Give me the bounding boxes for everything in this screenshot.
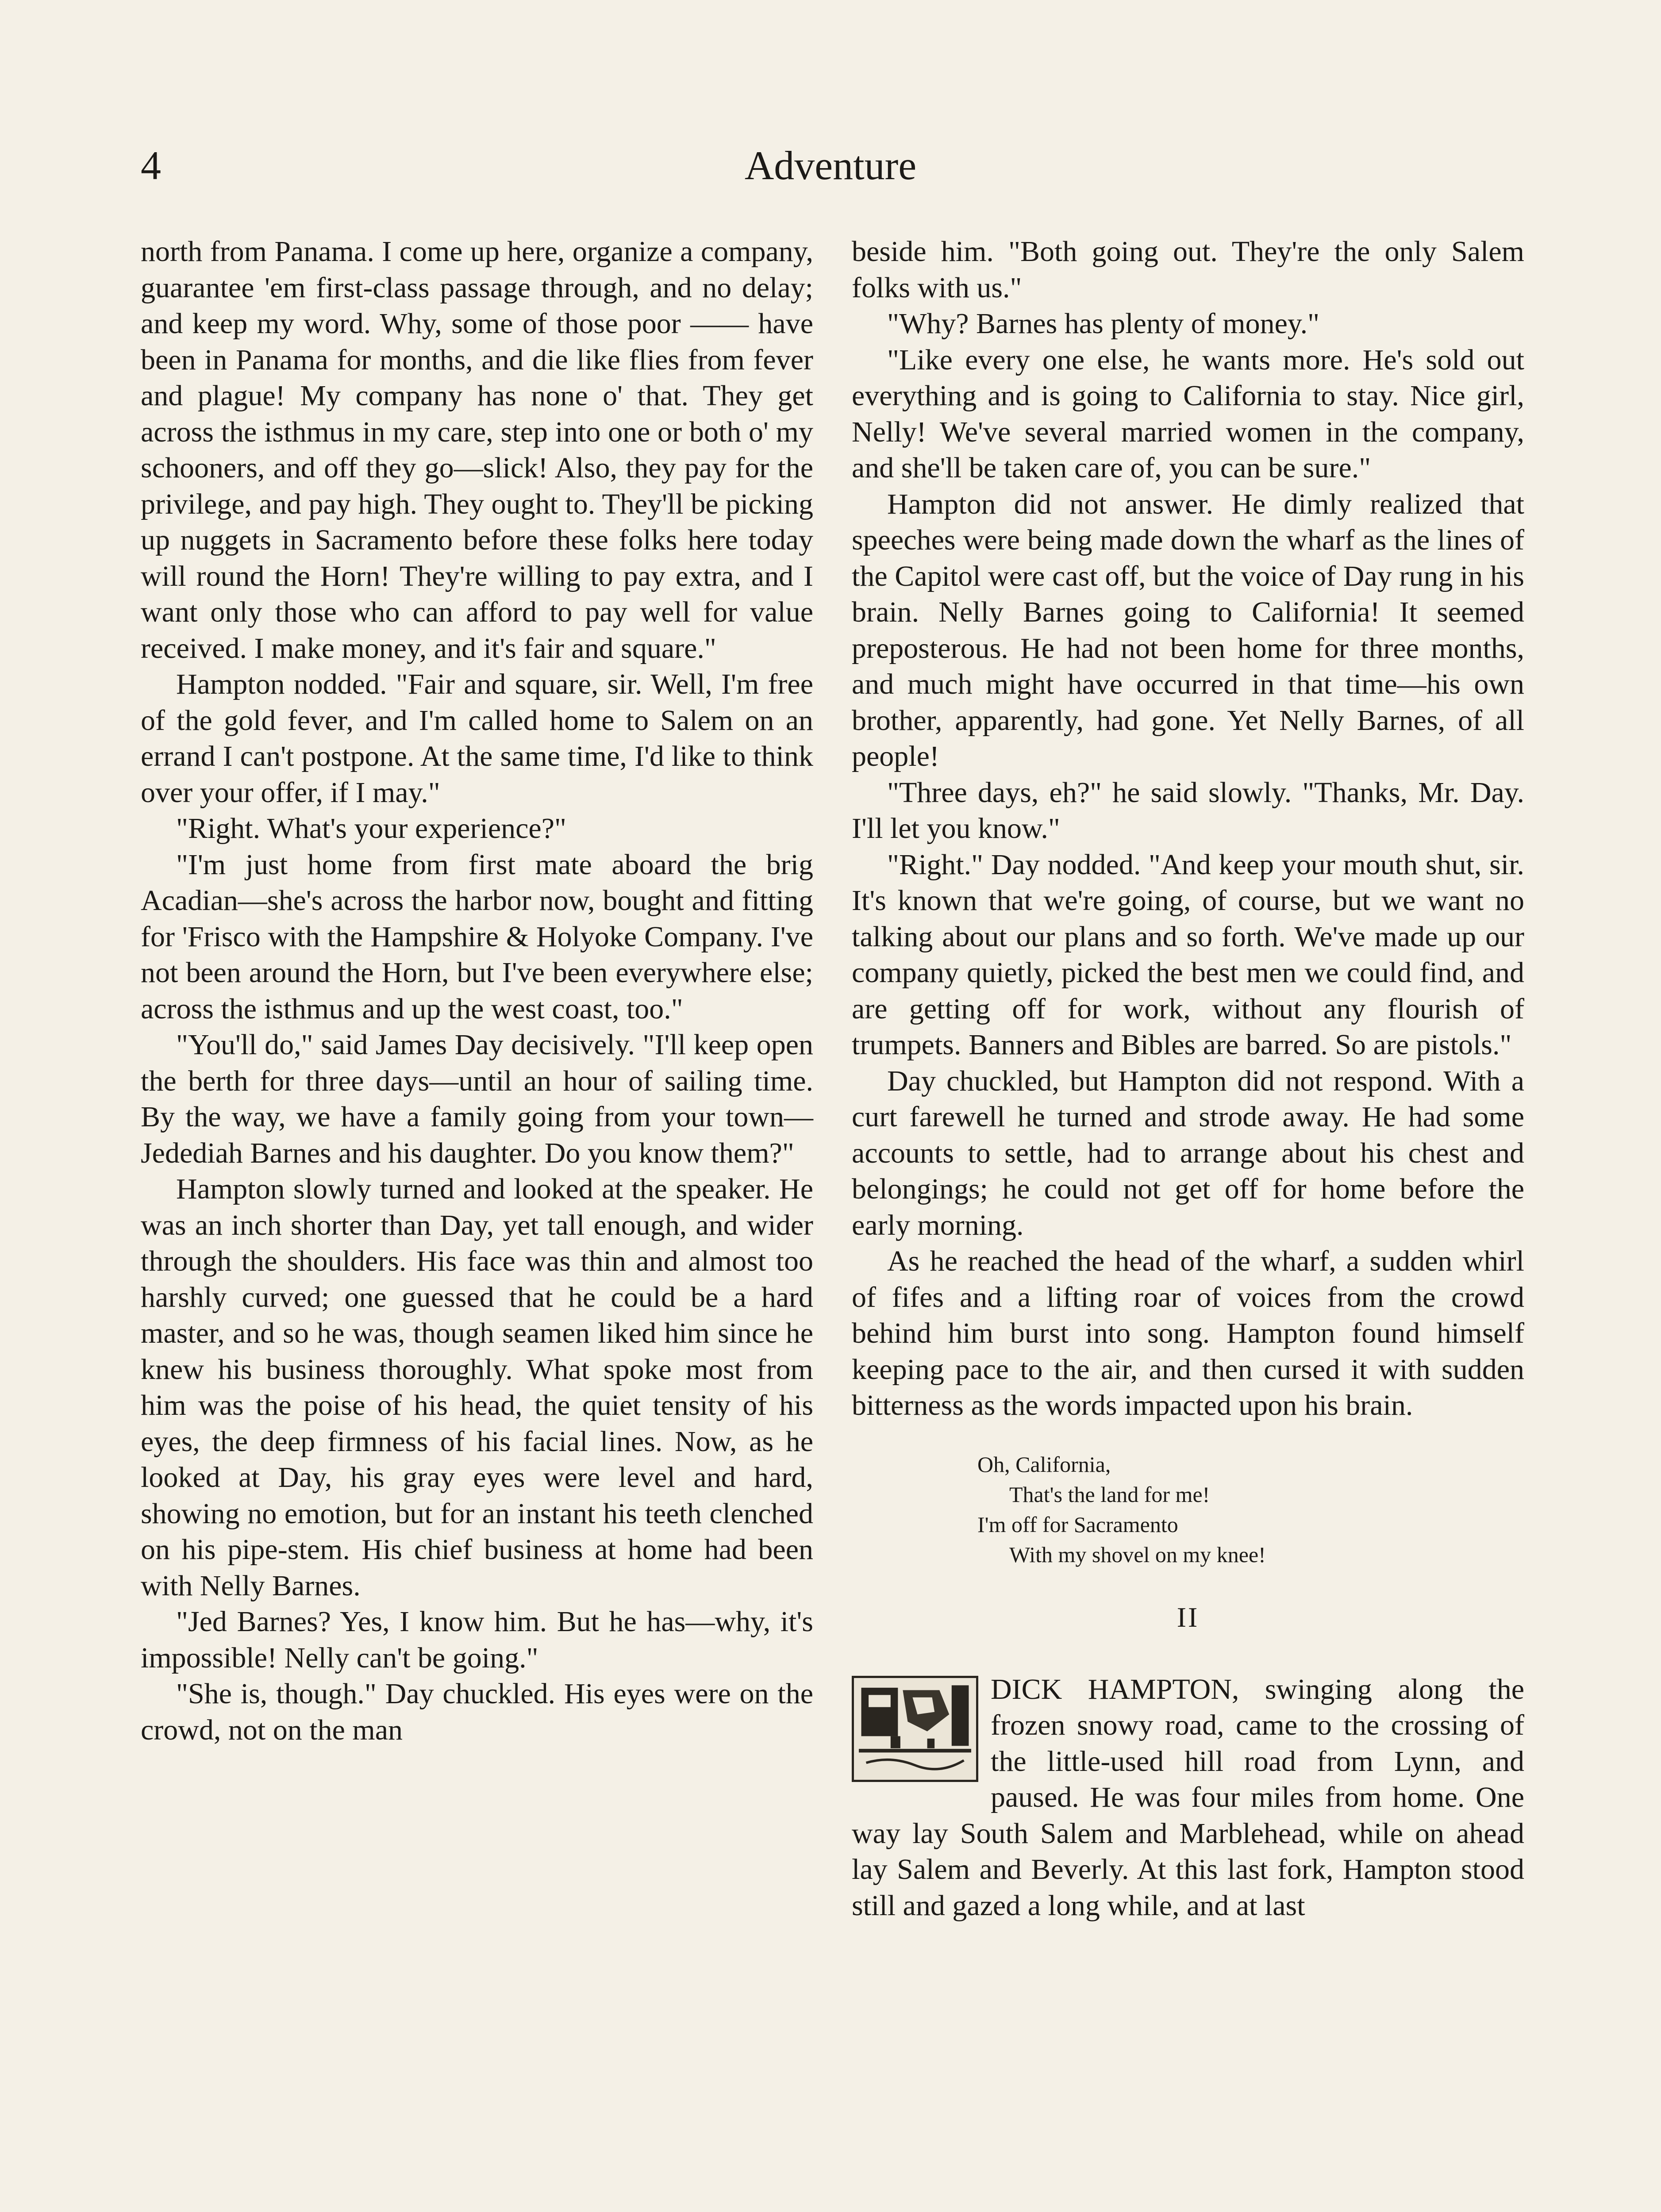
- page-number: 4: [141, 143, 161, 188]
- paragraph: "Jed Barnes? Yes, I know him. But he has—why, it's impossible! Nelly can't be going.": [141, 1605, 813, 1674]
- paragraph: north from Panama. I come up here, organize a company, guarantee 'em first-class passage through, and no delay; and keep my word. Why, some of those poor —— have been in Panama for months, and die like flies from fever and plague! My company has none o' that. They get across the isthmus in my care, step into one or both o' my schooners, and off they go—slick! Also, they pay for the privilege, and pay high. They ought to. They'll be picking up nuggets in Sacramento before these folks here today will round the Horn! They're willing to pay extra, and I want only those who can afford to pay well for value received. I make money, and it's fair and square.": [141, 235, 813, 664]
- section-number: II: [1177, 1601, 1200, 1633]
- paragraph: "I'm just home from first mate aboard the brig Acadian—she's across the harbor now, bought and fitting for 'Frisco with the Hampshire & Holyoke Company. I've not been around the Horn, but I've been everywhere else; across the isthmus and up the west coast, too.": [141, 848, 813, 1025]
- paragraph: Hampton nodded. "Fair and square, sir. Well, I'm free of the gold fever, and I'm called home to Salem on an errand I can't postpone. At the same time, I'd like to think over your offer, if I may.": [141, 668, 813, 809]
- verse-line: Oh, California,: [977, 1452, 1111, 1477]
- paragraph: "Right. What's your experience?": [176, 812, 566, 845]
- paragraph: "She is, though." Day chuckled. His eyes were on the crowd, not on the man: [141, 1678, 813, 1746]
- running-title: Adventure: [744, 143, 917, 188]
- paragraph: "Like every one else, he wants more. He's sold out everything and is going to California to stay. Nice girl, Nelly! We've several married women in the company, and she'll be taken care of, you can be sure.": [852, 343, 1524, 484]
- section-opening-paragraph: DICK HAMPTON, swinging along the frozen snowy road, came to the crossing of the little-used hill road from Lynn, and paused. He was four miles from home. One way lay South Salem and Marblehead, while on ahead lay Salem and Beverly. At this last fork, Hampton stood still and gazed a long while, and at last: [852, 1673, 1524, 1922]
- paragraph: "Three days, eh?" he said slowly. "Thanks, Mr. Day. I'll let you know.": [852, 776, 1524, 845]
- paragraph: "Right." Day nodded. "And keep your mouth shut, sir. It's known that we're going, of course, but we want no talking about our plans and so forth. We've made up our company quietly, picked the best men we could find, and are getting off for work, without any flourish of trumpets. Banners and Bibles are barred. So are pistols.": [852, 848, 1524, 1061]
- verse-line: That's the land for me!: [1009, 1482, 1210, 1507]
- paragraph: beside him. "Both going out. They're the only Salem folks with us.": [852, 235, 1524, 304]
- paragraph: Hampton slowly turned and looked at the speaker. He was an inch shorter than Day, yet tall enough, and wider through the shoulders. His face was thin and almost too harshly curved; one guessed that he could be a hard master, and so he was, though seamen liked him since he knew his business thoroughly. What spoke most from him was the poise of his head, the quiet tensity of his eyes, the deep firmness of his facial lines. Now, as he looked at Day, his gray eyes were level and hard, showing no emotion, but for an instant his teeth clenched on his pipe-stem. His chief business at home had been with Nelly Barnes.: [141, 1173, 813, 1602]
- paragraph: "Why? Barnes has plenty of money.": [887, 307, 1320, 340]
- verse-line: With my shovel on my knee!: [1009, 1542, 1266, 1567]
- paragraph: As he reached the head of the wharf, a sudden whirl of fifes and a lifting roar of voices from the crowd behind him burst into song. Hampton found himself keeping pace to the air, and then cursed it with sudden bitterness as the words impacted upon his brain.: [852, 1245, 1524, 1421]
- paragraph: Day chuckled, but Hampton did not respond. With a curt farewell he turned and strode away. He had some accounts to settle, had to arrange about his chest and belongings; he could not get off for home before the early morning.: [852, 1064, 1524, 1241]
- right-column: [852, 234, 1524, 1924]
- decorative-initial-illustration: [852, 1676, 978, 1782]
- song-verse: [977, 1449, 1524, 1570]
- left-column: [141, 234, 813, 1748]
- woodcut-scene-icon: [854, 1678, 976, 1780]
- paragraph: "You'll do," said James Day decisively. "I'll keep open the berth for three days—until an hour of sailing time. By the way, we have a family going from your town—Jedediah Barnes and his daughter. Do you know them?": [141, 1029, 813, 1169]
- paragraph: Hampton did not answer. He dimly realized that speeches were being made down the wharf as the lines of the Capitol were cast off, but the voice of Day rung in his brain. Nelly Barnes going to California! It seemed preposterous. He had not been home for three months, and much might have occurred in that time—his own brother, apparently, had gone. Yet Nelly Barnes, of all people!: [852, 488, 1524, 772]
- verse-line: I'm off for Sacramento: [977, 1512, 1178, 1537]
